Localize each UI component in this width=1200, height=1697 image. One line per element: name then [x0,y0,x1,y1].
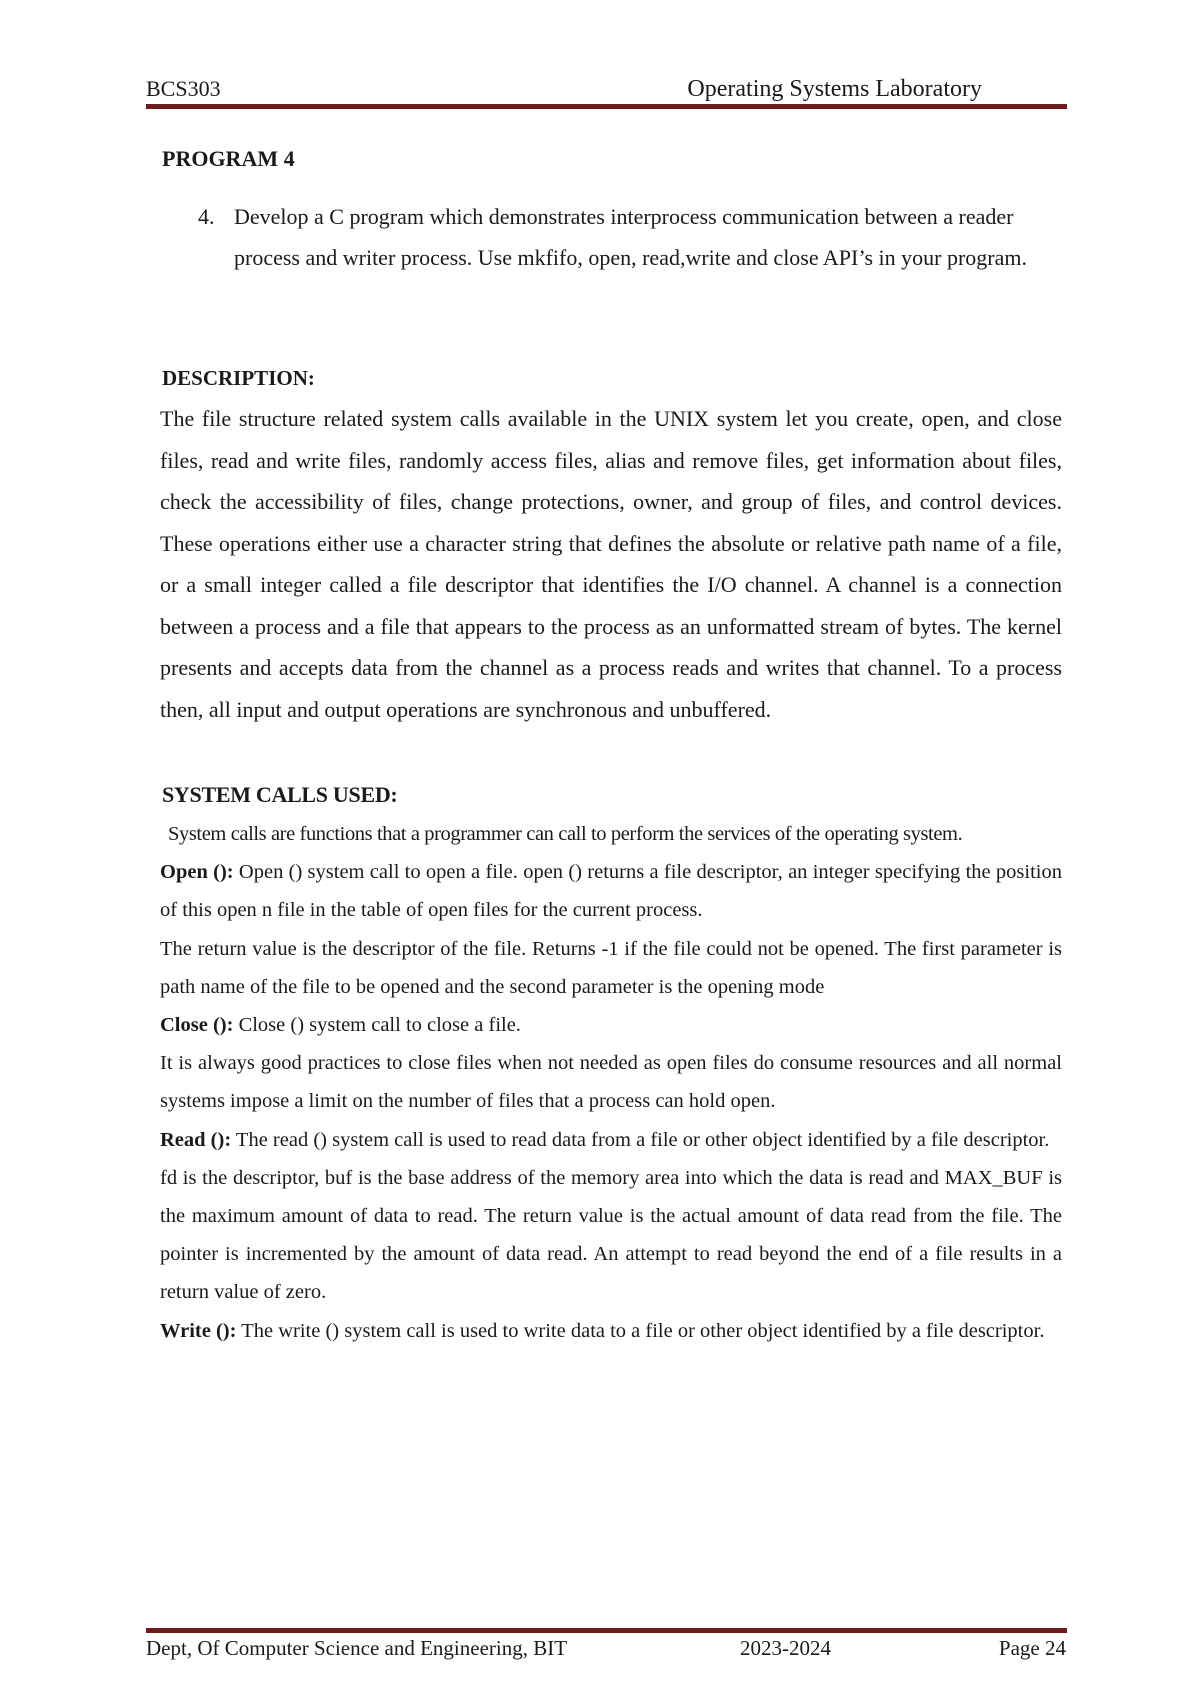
system-calls-intro: System calls are functions that a programmer can call to perform the services of the operating system. [168,823,963,845]
program-question [198,196,1048,278]
read-call-detail: fd is the descriptor, buf is the base address of the memory area into which the data is read and MAX_BUF is the maximum amount of data to read. The return value is the actual amount of data read from the file. The pointer is incremented by the amount of data read. An attempt to read beyond the end of a file results in a return value of zero. [160,1166,1062,1304]
open-call-paragraph [160,853,1062,929]
subject-title: Operating Systems Laboratory [687,76,982,102]
program-title: PROGRAM 4 [162,146,295,171]
close-call-paragraph [160,1006,1062,1044]
write-call-text: The write () system call is used to write data to a file or other object identified by a file descriptor. [236,1319,1045,1342]
close-call-label: Close (): [160,1014,234,1037]
description-text: The file structure related system calls available in the UNIX system let you create, open, and close files, read and write files, randomly access files, alias and remove files, get information about files, check the accessibility of files, change protections, owner, and group of files, and control devices. These operations either use a character string that defines the absolute or relative path name of a file, or a small integer called a file descriptor that identifies the I/O channel. A channel is a connection between a process and a file that appears to the process as an unformatted stream of bytes. The kernel presents and accepts data from the channel as a process reads and writes that channel. To a process then, all input and output operations are synchronous and unbuffered. [160,406,1062,722]
course-code: BCS303 [146,76,221,101]
page-header [146,72,1066,102]
close-call-text: Close () system call to close a file. [233,1014,521,1037]
footer-rule [146,1628,1067,1633]
write-call-label: Write (): [160,1319,237,1342]
close-call-detail: It is always good practices to close files when not needed as open files do consume resources and all normal systems impose a limit on the number of files that a process can hold open. [160,1052,1062,1113]
page-footer [146,1636,1066,1666]
footer-year: 2023-2024 [740,1636,831,1660]
question-text: Develop a C program which demonstrates interprocess communication between a reader process and writer process. Use mkfifo, open, read,write and close API’s in your program. [234,204,1028,270]
header-rule [146,104,1067,109]
open-call-detail: The return value is the descriptor of the file. Returns -1 if the file could not be opened. The first parameter is path name of the file to be opened and the second parameter is the opening mode [160,937,1062,998]
description-heading: DESCRIPTION: [162,366,315,390]
read-call-label: Read (): [160,1128,232,1151]
question-number: 4. [198,204,215,229]
page-number: Page 24 [998,1636,1066,1660]
open-call-text: Open () system call to open a file. open () returns a file descriptor, an integer specifying the position of this open n file in the table of open files for the current process. [160,861,1063,922]
footer-department: Dept, Of Computer Science and Engineering, BIT [146,1636,568,1660]
system-calls-section [160,815,1062,1350]
system-calls-heading: SYSTEM CALLS USED: [162,782,398,807]
read-call-text: The read () system call is used to read data from a file or other object identified by a file descriptor. [231,1128,1050,1151]
read-call-paragraph [160,1121,1062,1159]
open-call-label: Open (): [160,861,234,884]
write-call-paragraph [160,1312,1062,1350]
